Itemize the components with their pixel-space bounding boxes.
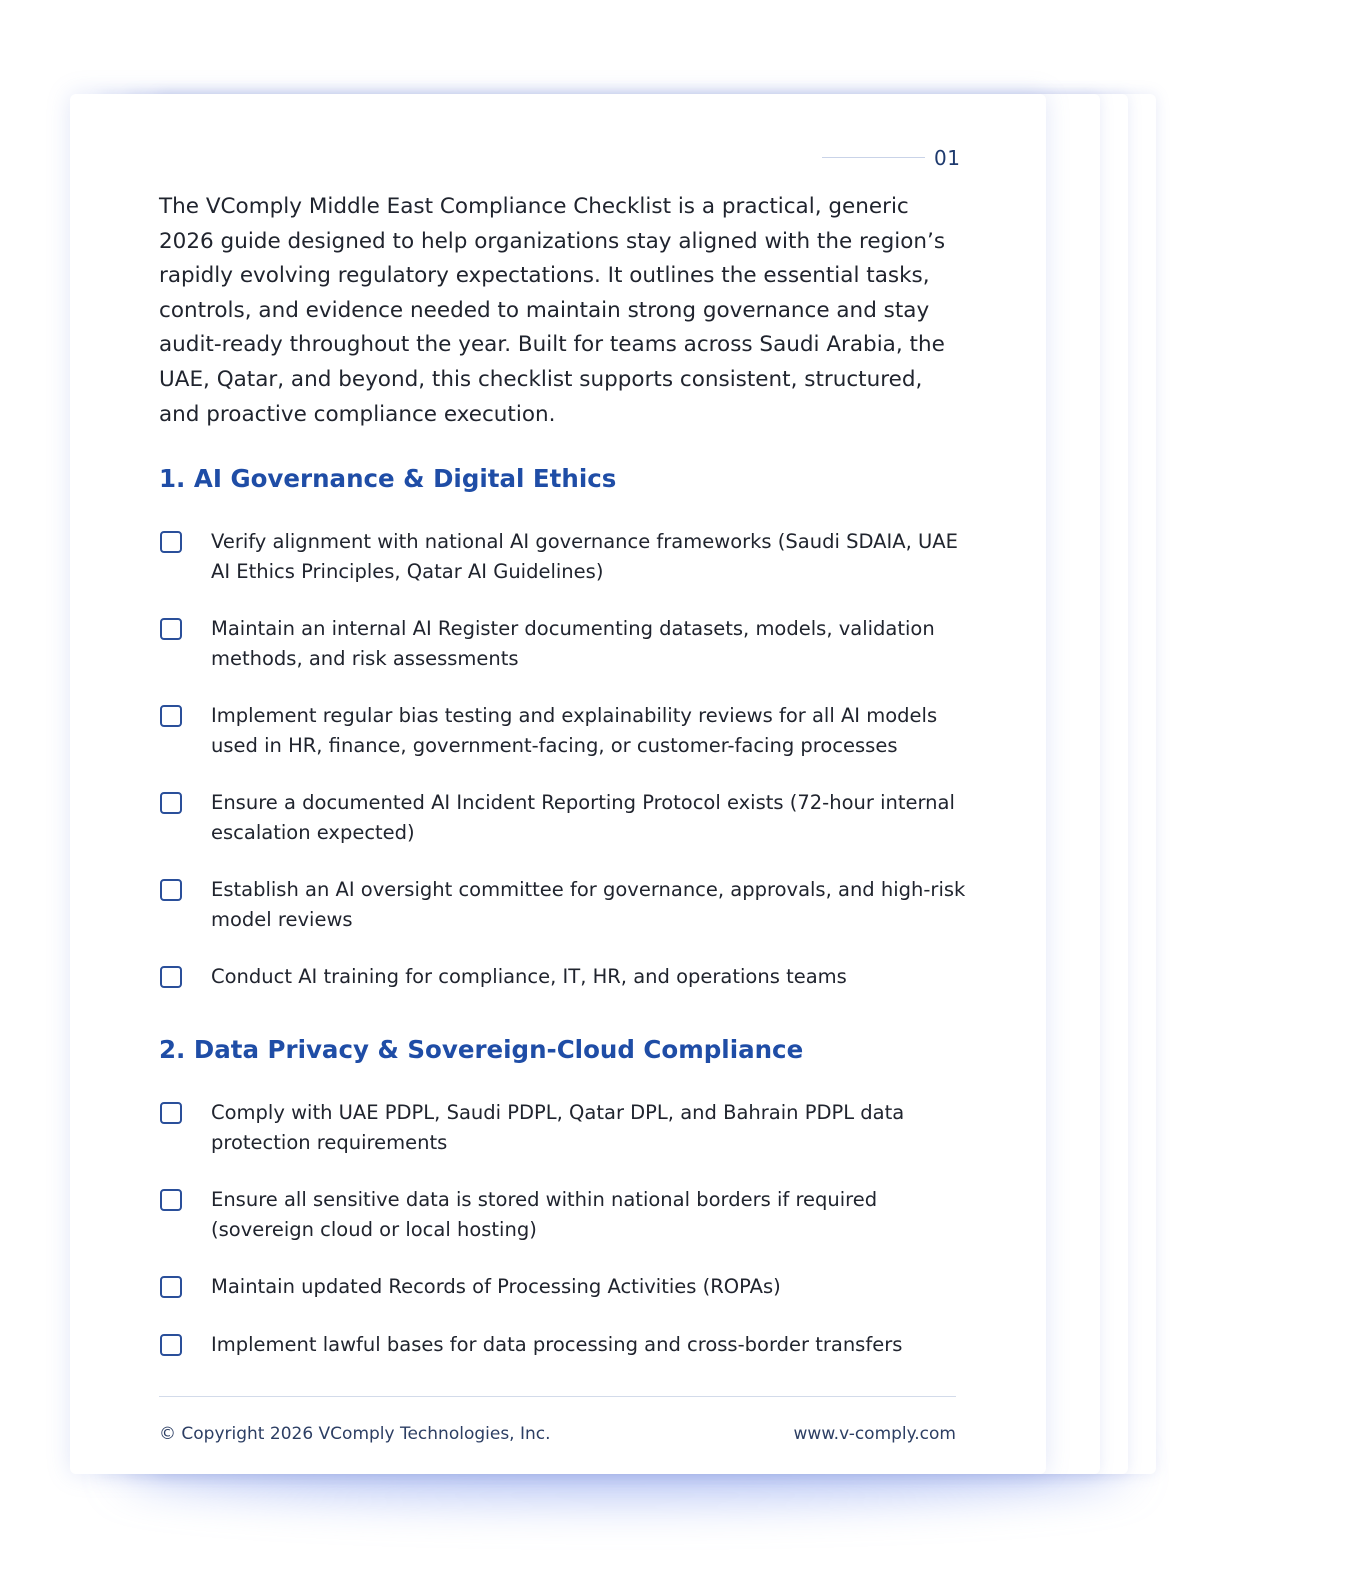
checklist-item	[159, 791, 979, 878]
checklist-item	[159, 530, 979, 617]
checkbox[interactable]	[160, 1276, 182, 1298]
checklist-item-text: Ensure a documented AI Incident Reporting Protocol exists (72-hour internal escalation expected)	[211, 791, 955, 844]
checklist-item	[159, 1275, 979, 1333]
checkbox[interactable]	[160, 1334, 182, 1356]
checkbox[interactable]	[160, 618, 182, 640]
checkbox[interactable]	[160, 1189, 182, 1211]
checklist-item-text: Establish an AI oversight committee for governance, approvals, and high-risk model reviews	[211, 878, 966, 931]
footer-copyright: © Copyright 2026 VComply Technologies, Inc.	[159, 1424, 551, 1444]
footer-divider	[159, 1396, 956, 1397]
section-title-ai-governance: 1. AI Governance & Digital Ethics	[159, 464, 617, 493]
document-page	[70, 94, 1046, 1474]
checkbox[interactable]	[160, 879, 182, 901]
checkbox[interactable]	[160, 966, 182, 988]
section-title-data-privacy: 2. Data Privacy & Sovereign-Cloud Compliance	[159, 1035, 804, 1064]
checkbox[interactable]	[160, 1102, 182, 1124]
checklist-item-text: Comply with UAE PDPL, Saudi PDPL, Qatar DPL, and Bahrain PDPL data protection requirements	[211, 1101, 905, 1154]
checklist-item-text: Maintain updated Records of Processing Activities (ROPAs)	[211, 1275, 781, 1298]
checklist-item-text: Maintain an internal AI Register documenting datasets, models, validation methods, and risk assessments	[211, 617, 935, 670]
checklist-ai-governance	[159, 530, 979, 1052]
checklist-item	[159, 1333, 979, 1420]
intro-paragraph: The VComply Middle East Compliance Checklist is a practical, generic 2026 guide designed to help organizations stay aligned with the region’s rapidly evolving regulatory expectations. It outlines the essential tasks, controls, and evidence needed to maintain strong governance and stay audit-ready throughout the year. Built for teams across Saudi Arabia, the UAE, Qatar, and beyond, this checklist supports consistent, structured, and proactive compliance execution.	[159, 194, 946, 427]
checklist-item	[159, 617, 979, 704]
footer-website-link[interactable]: www.v-comply.com	[793, 1424, 956, 1444]
checkbox[interactable]	[160, 531, 182, 553]
checklist-item	[159, 1188, 979, 1275]
checklist-item-text: Verify alignment with national AI governance frameworks (Saudi SDAIA, UAE AI Ethics Principles, Qatar AI Guidelines)	[211, 530, 958, 583]
checklist-item	[159, 704, 979, 791]
checklist-item	[159, 878, 979, 965]
checklist-item-text: Implement lawful bases for data processing and cross-border transfers	[211, 1333, 903, 1356]
checklist-item-text: Conduct AI training for compliance, IT, HR, and operations teams	[211, 965, 847, 988]
checklist-item-text: Implement regular bias testing and explainability reviews for all AI models used in HR, finance, government-facing, or customer-facing processes	[211, 704, 938, 757]
checklist-data-privacy	[159, 1101, 979, 1420]
checklist-item	[159, 1101, 979, 1188]
checklist-item-text: Ensure all sensitive data is stored within national borders if required (sovereign cloud or local hosting)	[211, 1188, 878, 1241]
checkbox[interactable]	[160, 792, 182, 814]
page-number: 01	[934, 146, 961, 170]
page-number-rule	[822, 157, 925, 158]
checkbox[interactable]	[160, 705, 182, 727]
